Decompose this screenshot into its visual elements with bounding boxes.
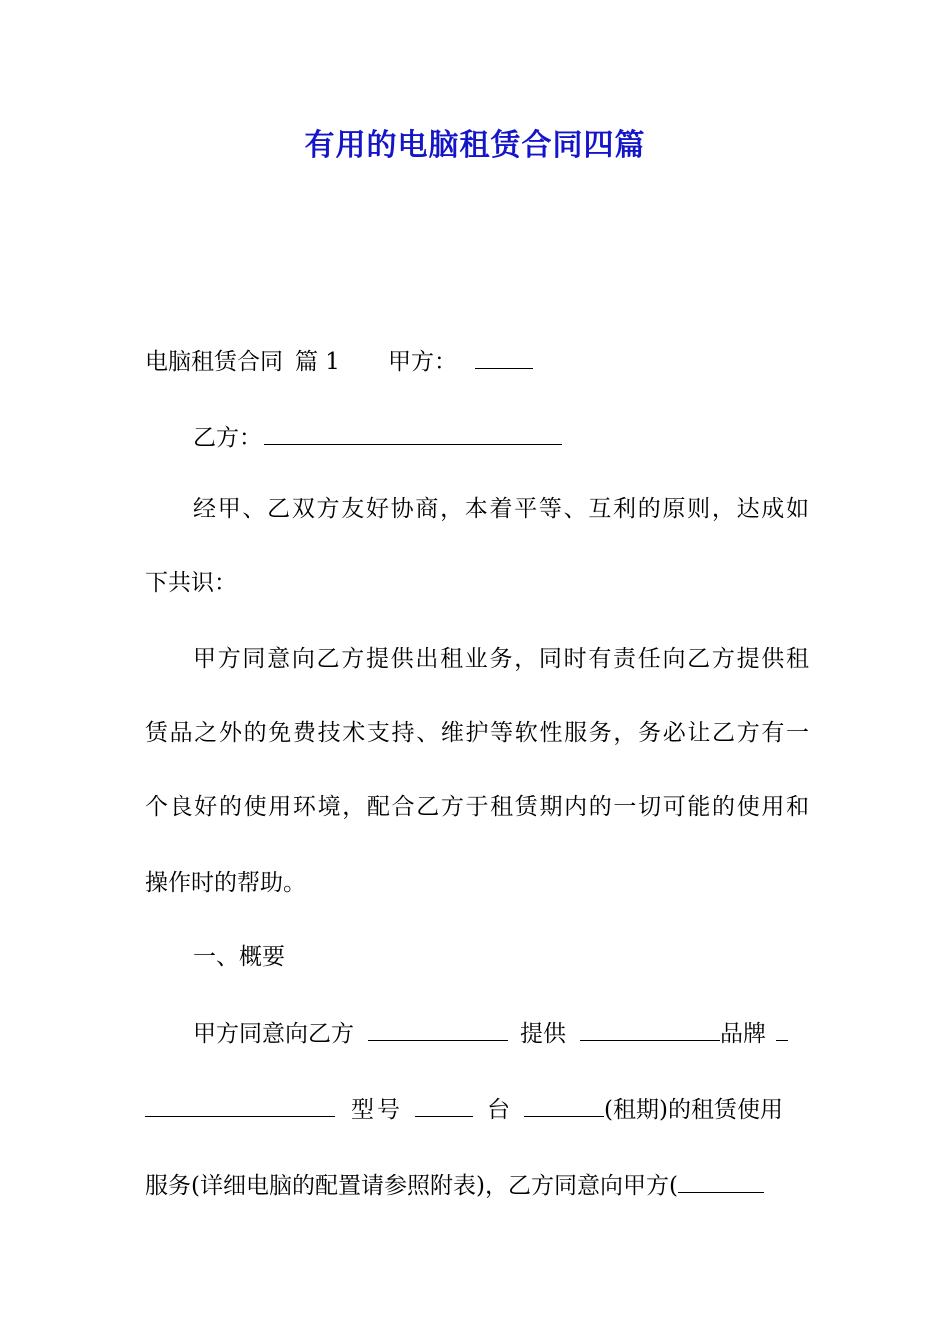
para2-text-1b: 提供 [520, 1021, 566, 1047]
intro-line-1: 经甲、乙双方友好协商，本着平等、互利的原则，达成如 [193, 496, 809, 522]
para1-line-4: 操作时的帮助。 [145, 870, 306, 896]
party-a-label: 甲方： [387, 349, 457, 375]
contract-header-line [145, 346, 809, 377]
term-blank [524, 1094, 604, 1117]
brand-blank [580, 1018, 720, 1041]
para2-text-2a: 型号 [351, 1097, 403, 1123]
para2-text-1a: 甲方同意向乙方 [193, 1021, 354, 1047]
para2-text-3a: 服务(详细电脑的配置请参照附表)，乙方同意向甲方( [145, 1173, 678, 1199]
section-number: 篇 1 [295, 349, 340, 375]
para2-text-2b: 台 [487, 1097, 510, 1123]
para2-line-3 [145, 1170, 809, 1201]
party-b-line [193, 422, 809, 453]
party-a-blank [475, 346, 533, 369]
model-blank-start [776, 1018, 788, 1041]
payment-blank [678, 1170, 764, 1193]
para1-line-1: 甲方同意向乙方提供出租业务，同时有责任向乙方提供租 [193, 646, 809, 672]
para2-text-1c: 品牌 [720, 1021, 766, 1047]
intro-line-2: 下共识： [145, 570, 237, 596]
para1-line-2: 赁品之外的免费技术支持、维护等软性服务，务必让乙方有一 [145, 720, 809, 746]
para2-line-2 [145, 1094, 809, 1125]
para2-text-2c: (租期)的租赁使用 [604, 1097, 783, 1123]
party-b-blank [264, 422, 562, 445]
document-title: 有用的电脑租赁合同四篇 [304, 128, 646, 163]
quantity-blank [415, 1094, 473, 1117]
contract-label: 电脑租赁合同 [145, 349, 283, 375]
party-b-label: 乙方： [193, 425, 262, 451]
para2-line-1 [193, 1018, 809, 1049]
para1-line-3: 个良好的使用环境，配合乙方于租赁期内的一切可能的使用和 [145, 794, 809, 820]
lessee-blank [368, 1018, 508, 1041]
section-heading-overview: 一、概要 [193, 944, 285, 970]
model-blank [145, 1094, 335, 1117]
